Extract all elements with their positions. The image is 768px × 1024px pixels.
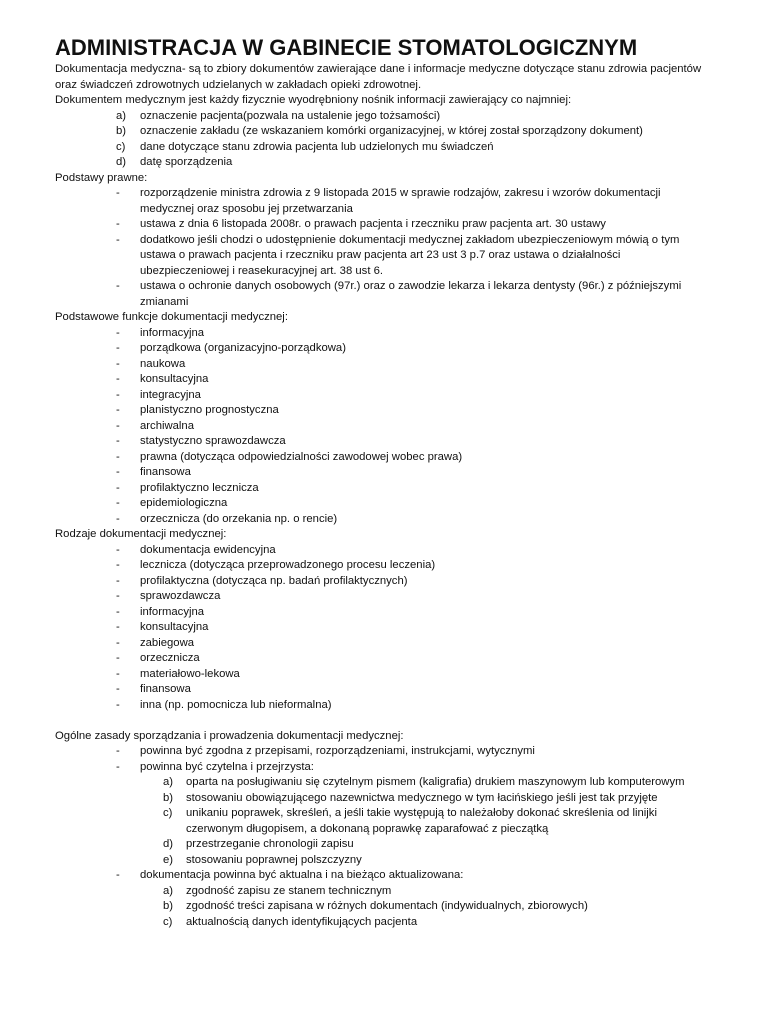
list-marker: c) [163, 807, 173, 819]
list-item [0, 589, 768, 605]
list-item [0, 574, 768, 590]
bullet-dash: - [116, 512, 120, 525]
list-marker: a) [163, 776, 174, 788]
rules-item [0, 760, 768, 776]
list-marker: d) [163, 838, 174, 850]
bullet-dash: - [116, 233, 120, 246]
list-item [0, 620, 768, 636]
list-item [0, 403, 768, 419]
list-item [0, 481, 768, 497]
list-item-text: porządkowa (organizacyjno-porządkowa) [140, 342, 346, 354]
list-marker: a) [116, 109, 127, 122]
rules-item-text: powinna być zgodna z przepisami, rozporządzeniami, instrukcjami, wytycznymi [140, 745, 535, 757]
list-marker: b) [116, 125, 127, 137]
bullet-dash: - [116, 683, 120, 695]
list-item [0, 140, 768, 156]
list-item [0, 651, 768, 667]
legal-basis-list [0, 186, 768, 310]
intro-line: Dokumentacja medyczna- są to zbiory dokumentów zawierające dane i informacje medyczne dotyczące stanu zdrowia pacjentów [55, 63, 702, 75]
list-item-text: czerwonym długopisem, a dokonaną poprawkę zaparafować z pieczątką [186, 822, 549, 835]
bullet-dash: - [116, 435, 120, 447]
bullet-dash: - [116, 869, 120, 881]
functions-heading: Podstawowe funkcje dokumentacji medycznej: [55, 311, 288, 323]
bullet-dash: - [116, 326, 120, 339]
bullet-dash: - [116, 559, 120, 571]
bullet-dash: - [116, 605, 120, 618]
list-item-text: ubezpieczeniowej i reasekuracyjnej art. 38 ust 6. [140, 264, 384, 277]
bullet-dash: - [116, 698, 120, 711]
rules-heading: Ogólne zasady sporządzania i prowadzenia dokumentacji medycznej: [55, 729, 404, 742]
list-marker: b) [163, 791, 174, 804]
list-item-text: lecznicza (dotycząca przeprowadzonego procesu leczenia) [140, 559, 436, 571]
spacer [0, 713, 768, 729]
list-item-text: unikaniu poprawek, skreśleń, a jeśli takie występują to należałoby dokonać skreślenia od linijki [186, 807, 657, 819]
sub-list-item [0, 884, 768, 900]
list-item [0, 124, 768, 140]
list-item [0, 450, 768, 466]
list-item-continuation [0, 295, 768, 311]
list-item-text: sprawozdawcza [140, 590, 221, 602]
bullet-dash: - [116, 466, 120, 478]
list-item-text: naukowa [140, 357, 186, 370]
rules-item-text: powinna być czytelna i przejrzysta: [140, 760, 314, 773]
list-item-text: statystyczno sprawozdawcza [140, 435, 286, 447]
list-item-text: ustawa o ochronie danych osobowych (97r.) oraz o zawodzie lekarza i lekarza dentysty (96r.) z późniejszymi [140, 280, 682, 292]
list-item-text: informacyjna [140, 326, 205, 339]
list-item-text: ustawa o prawach pacjenta i rzeczniku praw pacjenta art 23 ust 3 p.7 oraz ustawa o działalności [140, 249, 621, 261]
bullet-dash: - [116, 760, 120, 773]
bullet-dash: - [116, 574, 120, 587]
list-item-continuation [0, 264, 768, 280]
functions-list [0, 326, 768, 528]
list-item-text: profilaktyczno lecznicza [140, 481, 259, 494]
list-item [0, 326, 768, 342]
sub-list-item [0, 775, 768, 791]
bullet-dash: - [116, 543, 120, 556]
list-item-text: materiałowo-lekowa [140, 667, 240, 680]
bullet-dash: - [116, 342, 120, 354]
list-item-text: aktualnością danych identyfikujących pacjenta [186, 915, 418, 928]
list-item [0, 636, 768, 652]
list-item-text: finansowa [140, 683, 191, 695]
list-item-text: integracyjna [140, 388, 201, 401]
list-item [0, 434, 768, 450]
list-item [0, 558, 768, 574]
bullet-dash: - [116, 652, 120, 664]
list-item-text: zgodność treści zapisana w różnych dokumentach (indywidualnych, zbiorowych) [186, 900, 588, 912]
list-item [0, 698, 768, 714]
list-item-text: orzecznicza [140, 652, 200, 664]
readability-sublist [0, 775, 768, 868]
sub-list-item [0, 837, 768, 853]
currency-sublist [0, 884, 768, 931]
list-item-continuation [0, 202, 768, 218]
minimum-contents-list [0, 109, 768, 171]
bullet-dash: - [116, 667, 120, 680]
list-item [0, 186, 768, 202]
list-item [0, 217, 768, 233]
list-item [0, 419, 768, 435]
list-item-text: inna (np. pomocnicza lub nieformalna) [140, 698, 332, 711]
list-item [0, 605, 768, 621]
list-item-text: zmianami [140, 295, 189, 308]
rules-item-text: dokumentacja powinna być aktualna i na bieżąco aktualizowana: [140, 869, 464, 881]
list-item-continuation [0, 248, 768, 264]
list-marker: a) [163, 884, 174, 897]
bullet-dash: - [116, 357, 120, 370]
list-item-text: dokumentacja ewidencyjna [140, 543, 276, 556]
list-item-text: medycznej oraz sposobu jej przetwarzania [140, 202, 353, 215]
list-item-text: informacyjna [140, 605, 205, 618]
list-item-text: ustawa z dnia 6 listopada 2008r. o prawach pacjenta i rzeczniku praw pacjenta art. 30 ustawy [140, 218, 606, 230]
list-item [0, 155, 768, 171]
list-item [0, 543, 768, 559]
list-item [0, 465, 768, 481]
rules-item [0, 868, 768, 884]
sub-list-item [0, 853, 768, 869]
sub-list-item [0, 791, 768, 807]
sub-list-item-continuation [0, 822, 768, 838]
list-marker: d) [116, 156, 127, 168]
list-item-text: epidemiologiczna [140, 497, 228, 509]
list-item-text: przestrzeganie chronologii zapisu [186, 838, 354, 850]
bullet-dash: - [116, 621, 120, 633]
bullet-dash: - [116, 636, 120, 649]
bullet-dash: - [116, 497, 120, 509]
list-marker: b) [163, 900, 174, 912]
list-item-text: dodatkowo jeśli chodzi o udostępnienie dokumentacji medycznej zakładom ubezpieczeniowym mówią o tym [140, 233, 680, 246]
bullet-dash: - [116, 280, 120, 292]
list-marker: c) [116, 140, 126, 153]
bullet-dash: - [116, 419, 120, 432]
list-item-text: planistyczno prognostyczna [140, 404, 279, 416]
sub-list-item [0, 899, 768, 915]
list-item-text: konsultacyjna [140, 373, 209, 385]
bullet-dash: - [116, 745, 120, 757]
intro-line: oraz świadczeń zdrowotnych udzielanych w zakładach opieki zdrowotnej. [55, 78, 422, 91]
bullet-dash: - [116, 590, 120, 602]
list-item-text: zgodność zapisu ze stanem technicznym [186, 884, 392, 897]
sub-list-item [0, 915, 768, 931]
list-item [0, 667, 768, 683]
bullet-dash: - [116, 388, 120, 401]
sub-list-item [0, 806, 768, 822]
bullet-dash: - [116, 450, 120, 463]
list-item-text: dane dotyczące stanu zdrowia pacjenta lub udzielonych mu świadczeń [140, 140, 494, 153]
list-item [0, 682, 768, 698]
list-item-text: oznaczenie zakładu (ze wskazaniem komórki organizacyjnej, w której został sporządzony dokument) [140, 125, 643, 137]
list-item-text: finansowa [140, 466, 191, 478]
list-item [0, 109, 768, 125]
list-item-text: rozporządzenie ministra zdrowia z 9 listopada 2015 w sprawie rodzajów, zakresu i wzorów dokumentacji [140, 187, 661, 199]
list-item [0, 512, 768, 528]
list-item [0, 357, 768, 373]
list-marker: e) [163, 853, 174, 866]
list-item-text: profilaktyczna (dotycząca np. badań profilaktycznych) [140, 574, 408, 587]
list-item-text: stosowaniu obowiązującego nazewnictwa medycznego w tym łacińskiego jeśli jest tak przyjęte [186, 791, 658, 804]
list-item [0, 388, 768, 404]
list-item [0, 496, 768, 512]
bullet-dash: - [116, 187, 120, 199]
document-title: ADMINISTRACJA W GABINECIE STOMATOLOGICZNYM [55, 35, 638, 60]
intro-line: Dokumentem medycznym jest każdy fizycznie wyodrębniony nośnik informacji zawierający co najmniej: [55, 94, 572, 106]
list-item [0, 233, 768, 249]
types-heading: Rodzaje dokumentacji medycznej: [55, 528, 227, 540]
list-item [0, 341, 768, 357]
list-item-text: konsultacyjna [140, 621, 209, 633]
list-item-text: orzecznicza (do orzekania np. o rencie) [140, 512, 338, 525]
bullet-dash: - [116, 404, 120, 416]
list-item-text: archiwalna [140, 419, 195, 432]
bullet-dash: - [116, 373, 120, 385]
list-item-text: datę sporządzenia [140, 156, 233, 168]
bullet-dash: - [116, 481, 120, 494]
list-marker: c) [163, 915, 173, 928]
list-item [0, 279, 768, 295]
bullet-dash: - [116, 218, 120, 230]
list-item-text: oparta na posługiwaniu się czytelnym pismem (kaligrafia) drukiem maszynowym lub komputerowym [186, 776, 685, 788]
list-item-text: prawna (dotycząca odpowiedzialności zawodowej wobec prawa) [140, 450, 463, 463]
legal-heading: Podstawy prawne: [55, 171, 148, 184]
types-list [0, 543, 768, 714]
list-item-text: stosowaniu poprawnej polszczyzny [186, 853, 362, 866]
rules-item [0, 744, 768, 760]
list-item-text: zabiegowa [140, 636, 195, 649]
list-item [0, 372, 768, 388]
document-body [0, 62, 768, 930]
list-item-text: oznaczenie pacjenta(pozwala na ustalenie jego tożsamości) [140, 109, 441, 122]
